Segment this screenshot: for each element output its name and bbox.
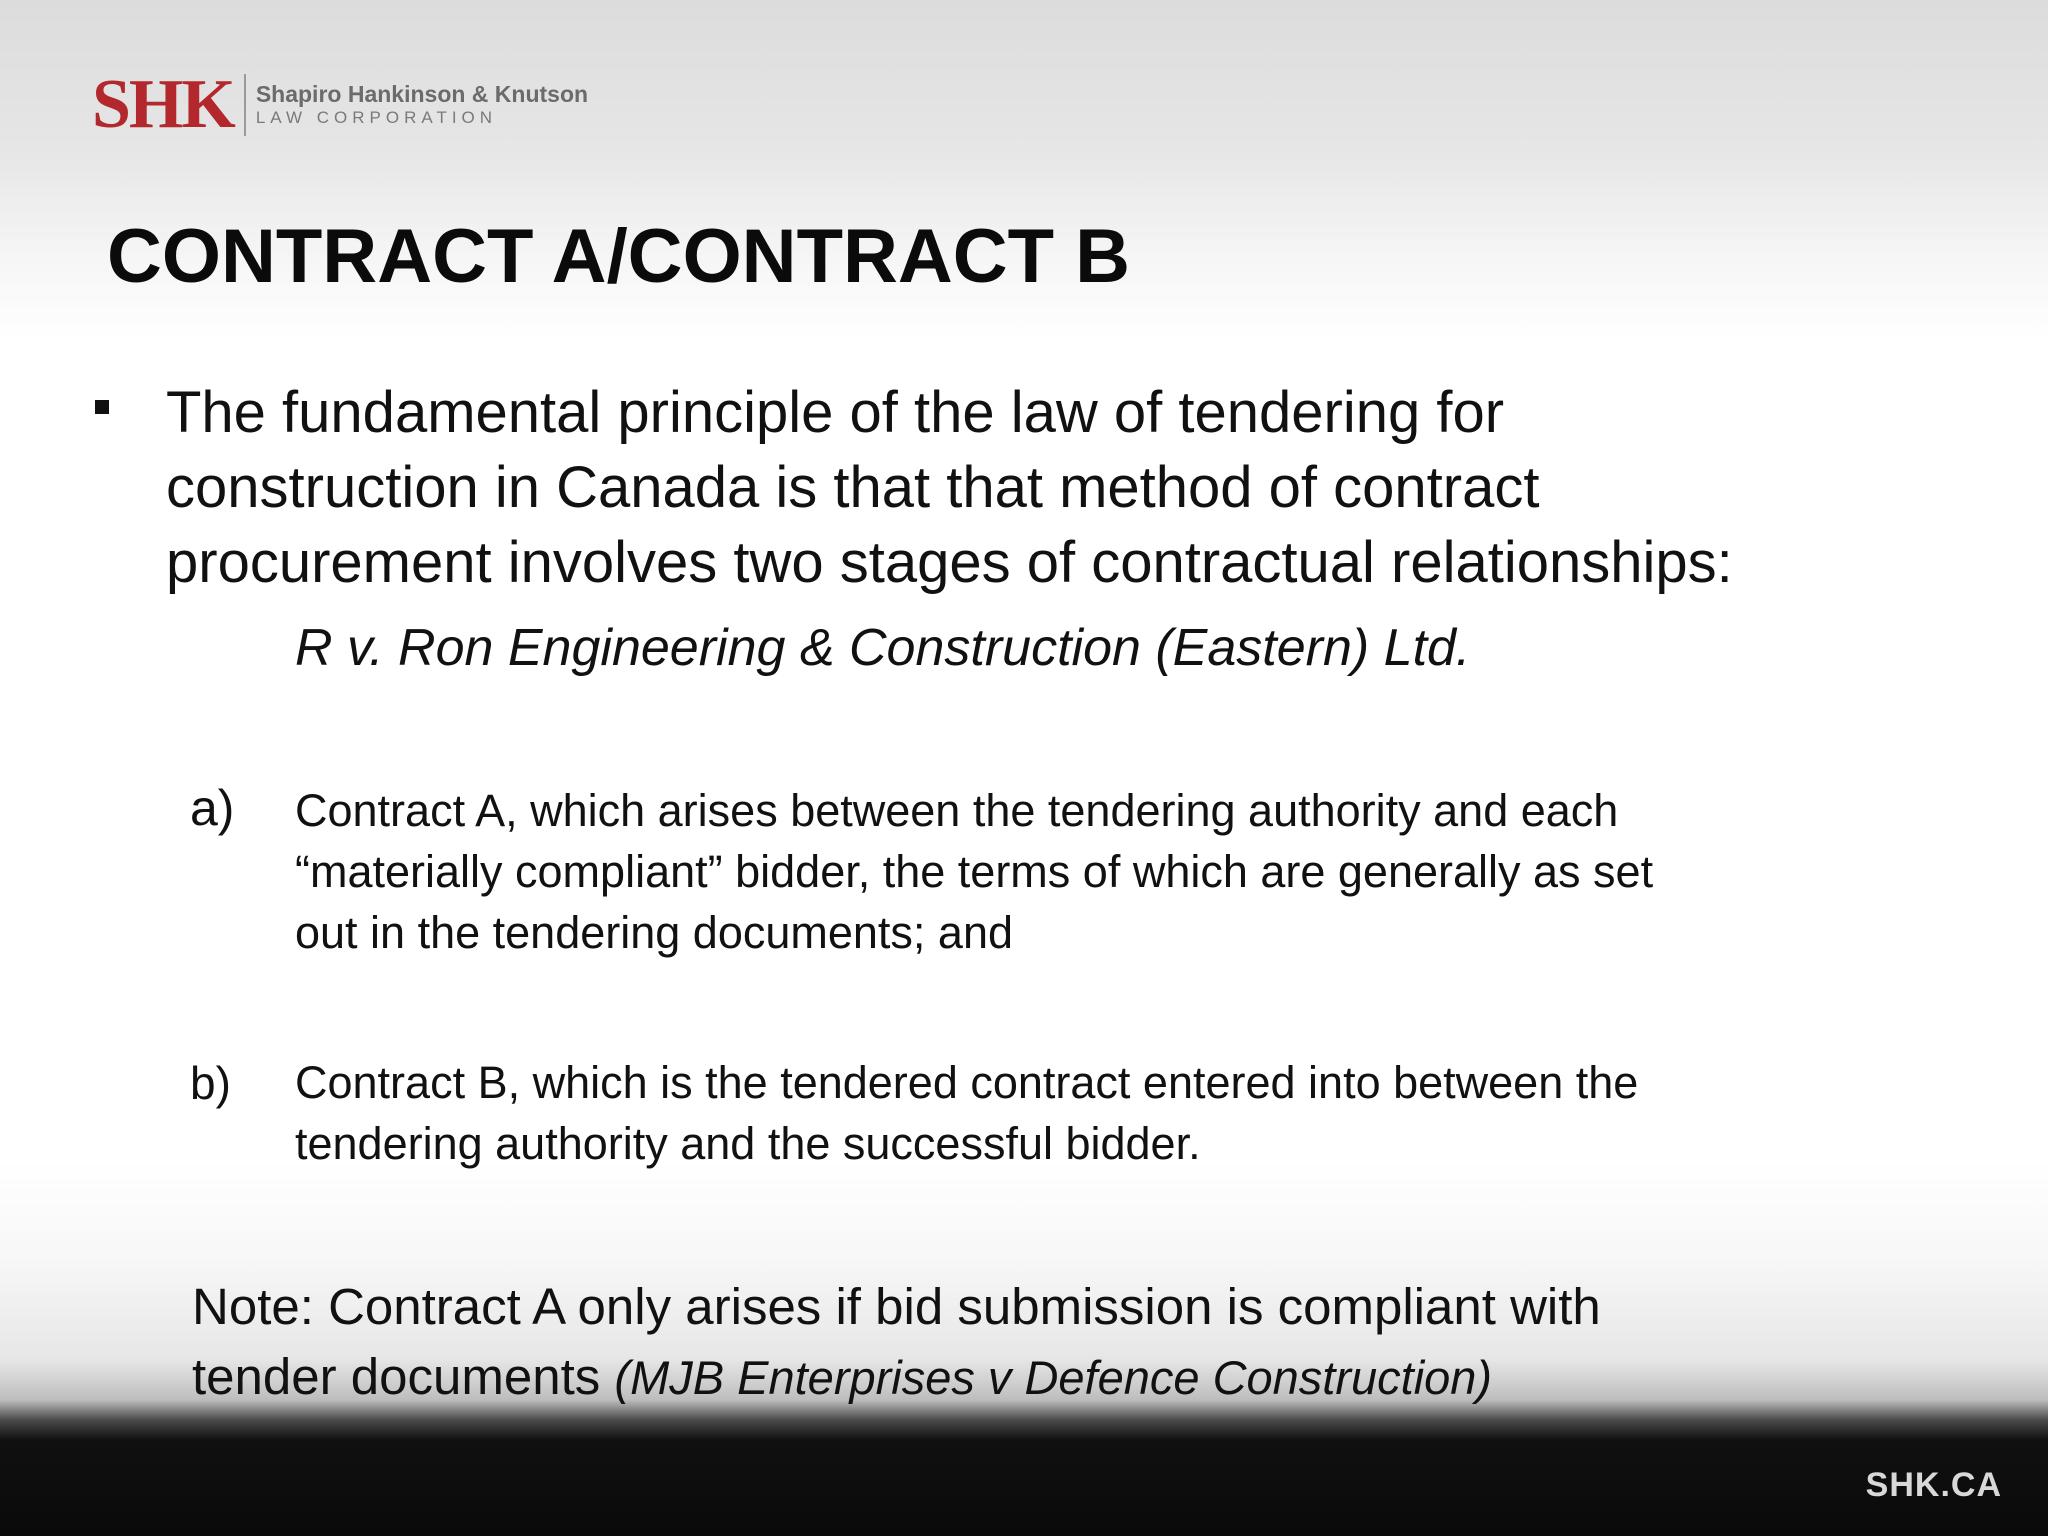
- list-item-text-a: [295, 780, 1915, 963]
- note-line: Note: Contract A only arises if bid submission is compliant with: [192, 1278, 1601, 1335]
- firm-logo: [92, 66, 589, 143]
- logo-firm-name: Shapiro Hankinson & Knutson: [255, 81, 589, 107]
- main-text-line: The fundamental principle of the law of tendering for: [166, 380, 1505, 445]
- case-citation: R v. Ron Engineering & Construction (Eastern) Ltd.: [295, 619, 1471, 677]
- list-item-line: Contract B, which is the tendered contract entered into between the: [295, 1057, 1639, 1108]
- list-item-text-b: [295, 1052, 1915, 1174]
- main-text-line: construction in Canada is that that method of contract: [166, 455, 1540, 520]
- main-text-line: procurement involves two stages of contractual relationships:: [166, 530, 1733, 595]
- slide-title: CONTRACT A/CONTRACT B: [107, 214, 1131, 299]
- list-item-line: tendering authority and the successful bidder.: [295, 1118, 1201, 1169]
- note-line: [192, 1342, 1892, 1413]
- list-item-label-a: a): [190, 780, 235, 836]
- note-text: tender documents: [192, 1348, 615, 1405]
- list-item-line: out in the tendering documents; and: [295, 907, 1014, 958]
- list-item-line: Contract A, which arises between the tendering authority and each: [295, 785, 1619, 836]
- logo-divider: [244, 74, 246, 136]
- main-bullet-text: [166, 375, 1986, 600]
- note-citation: (MJB Enterprises v Defence Construction): [614, 1351, 1493, 1404]
- logo-mark: SHK: [92, 66, 234, 143]
- list-item-line: “materially compliant” bidder, the terms of which are generally as set: [295, 846, 1654, 897]
- list-item-label-b: b): [190, 1057, 231, 1109]
- note: [192, 1272, 1892, 1413]
- logo-subtitle: LAW CORPORATION: [255, 108, 498, 127]
- logo-text: [256, 81, 588, 129]
- footer-url: SHK.CA: [1865, 1466, 2002, 1504]
- square-bullet-icon: [95, 400, 109, 414]
